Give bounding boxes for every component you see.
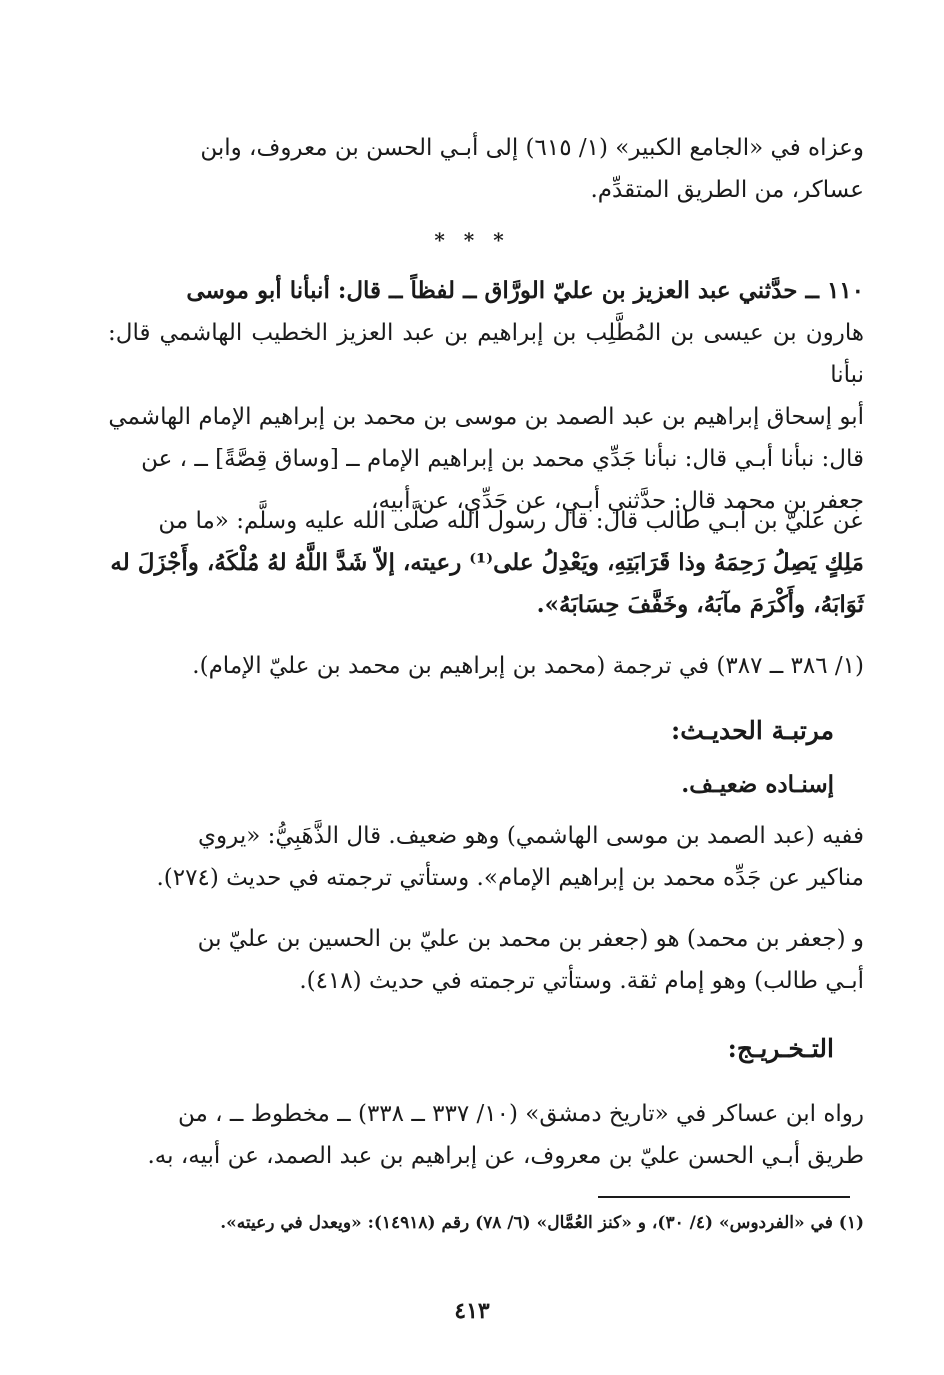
text-line: عن عليّ بن أبـي طالب قال: قال رسول الله صلَّى الله عليه وسلَّم: «ما من xyxy=(158,508,864,534)
hadith-quote-line: ثَوَابَهُ، وأَكْرَمَ مآبَهُ، وخَفَّفَ حِسَابَهُ». xyxy=(536,591,864,618)
grade-block xyxy=(108,771,864,798)
reference-line: (١/ ٣٨٦ ــ ٣٨٧) في ترجمة (محمد بن إبراهيم بن محمد بن عليّ الإمام). xyxy=(192,653,864,679)
section-heading-takhrij: التـخـريـج: xyxy=(727,1034,834,1063)
text-line: أبو إسحاق إبراهيم بن عبد الصمد بن موسى بن محمد بن إبراهيم الإمام الهاشمي xyxy=(108,404,864,430)
rank-heading-block xyxy=(108,716,864,745)
text-line: عساكر، من الطريق المتقدِّم. xyxy=(590,177,864,203)
footnote: (١) في «الفردوس» (٤/ ٣٠)، و «كنز العُمَّال» (٦/ ٧٨) رقم (١٤٩١٨): «ويعدل في رعيته». xyxy=(220,1213,864,1233)
hadith-quote-line: مَلِكٍ يَصِلُ رَحِمَهُ وذا قَرَابَتِهِ، ويَعْدِلُ على⁽¹⁾ رعيته، إلاّ شَدَّ اللَّهُ لهُ مُلْكَهُ، وأَجْزَلَ له xyxy=(110,549,864,576)
text-line: مناكير عن جَدِّه محمد بن إبراهيم الإمام». وستأتي ترجمته في حديث (٢٧٤). xyxy=(156,865,864,891)
text-line: هارون بن عيسى بن المُطَّلِب بن إبراهيم بن عبد العزيز الخطيب الهاشمي قال: نبأنا xyxy=(108,320,864,388)
text-line: أبـي طالب) وهو إمام ثقة. وستأتي ترجمته في حديث (٤١٨). xyxy=(299,968,864,994)
section-separator: * * * xyxy=(434,228,510,252)
text-line: و (جعفر بن محمد) هو (جعفر بن محمد بن عليّ بن الحسين بن عليّ بن xyxy=(197,926,864,952)
text-line: رواه ابن عساكر في «تاريخ دمشق» (١٠/ ٣٣٧ ــ ٣٣٨) ــ مخطوط ــ ، من xyxy=(178,1101,864,1127)
takhrij-paragraph xyxy=(108,1093,864,1177)
footnotes xyxy=(108,1210,864,1236)
intro-paragraph xyxy=(108,127,864,211)
source-reference xyxy=(108,645,864,687)
text-line: قال: نبأنا أبـي قال: نبأنا جَدِّي محمد بن إبراهيم الإمام ــ [وساق قِصَّةً] ــ ، عن xyxy=(141,446,864,472)
text-line: جعفر بن محمد قال: حدَّثني أبـي، عن جَدِّي، عن أبيه، xyxy=(371,488,864,514)
footnote-divider xyxy=(598,1196,850,1198)
page-number: ٤١٣ xyxy=(454,1298,490,1324)
hadith-chain-paragraph xyxy=(108,270,864,522)
isnad-grade: إسنـاده ضعيـف. xyxy=(681,771,834,798)
hadith-text-paragraph xyxy=(108,500,864,626)
analysis-paragraph-1 xyxy=(108,815,864,899)
text-line: ١١٠ ــ حدَّثني عبد العزيز بن عليّ الورَّاق ــ لفظاً ــ قال: أنبأنا أبو موسى xyxy=(186,277,864,304)
section-heading-rank: مرتبـة الحديـث: xyxy=(670,716,834,745)
text-line: ففيه (عبد الصمد بن موسى الهاشمي) وهو ضعيف. قال الذَّهَبِيُّ: «يروي xyxy=(198,823,864,849)
takhrij-heading-block xyxy=(108,1034,864,1063)
text-line: طريق أبـي الحسن عليّ بن معروف، عن إبراهيم بن عبد الصمد، عن أبيه، به. xyxy=(147,1143,864,1169)
analysis-paragraph-2 xyxy=(108,918,864,1002)
text-line: وعزاه في «الجامع الكبير» (١/ ٦١٥) إلى أبـي الحسن بن معروف، وابن xyxy=(200,135,864,161)
